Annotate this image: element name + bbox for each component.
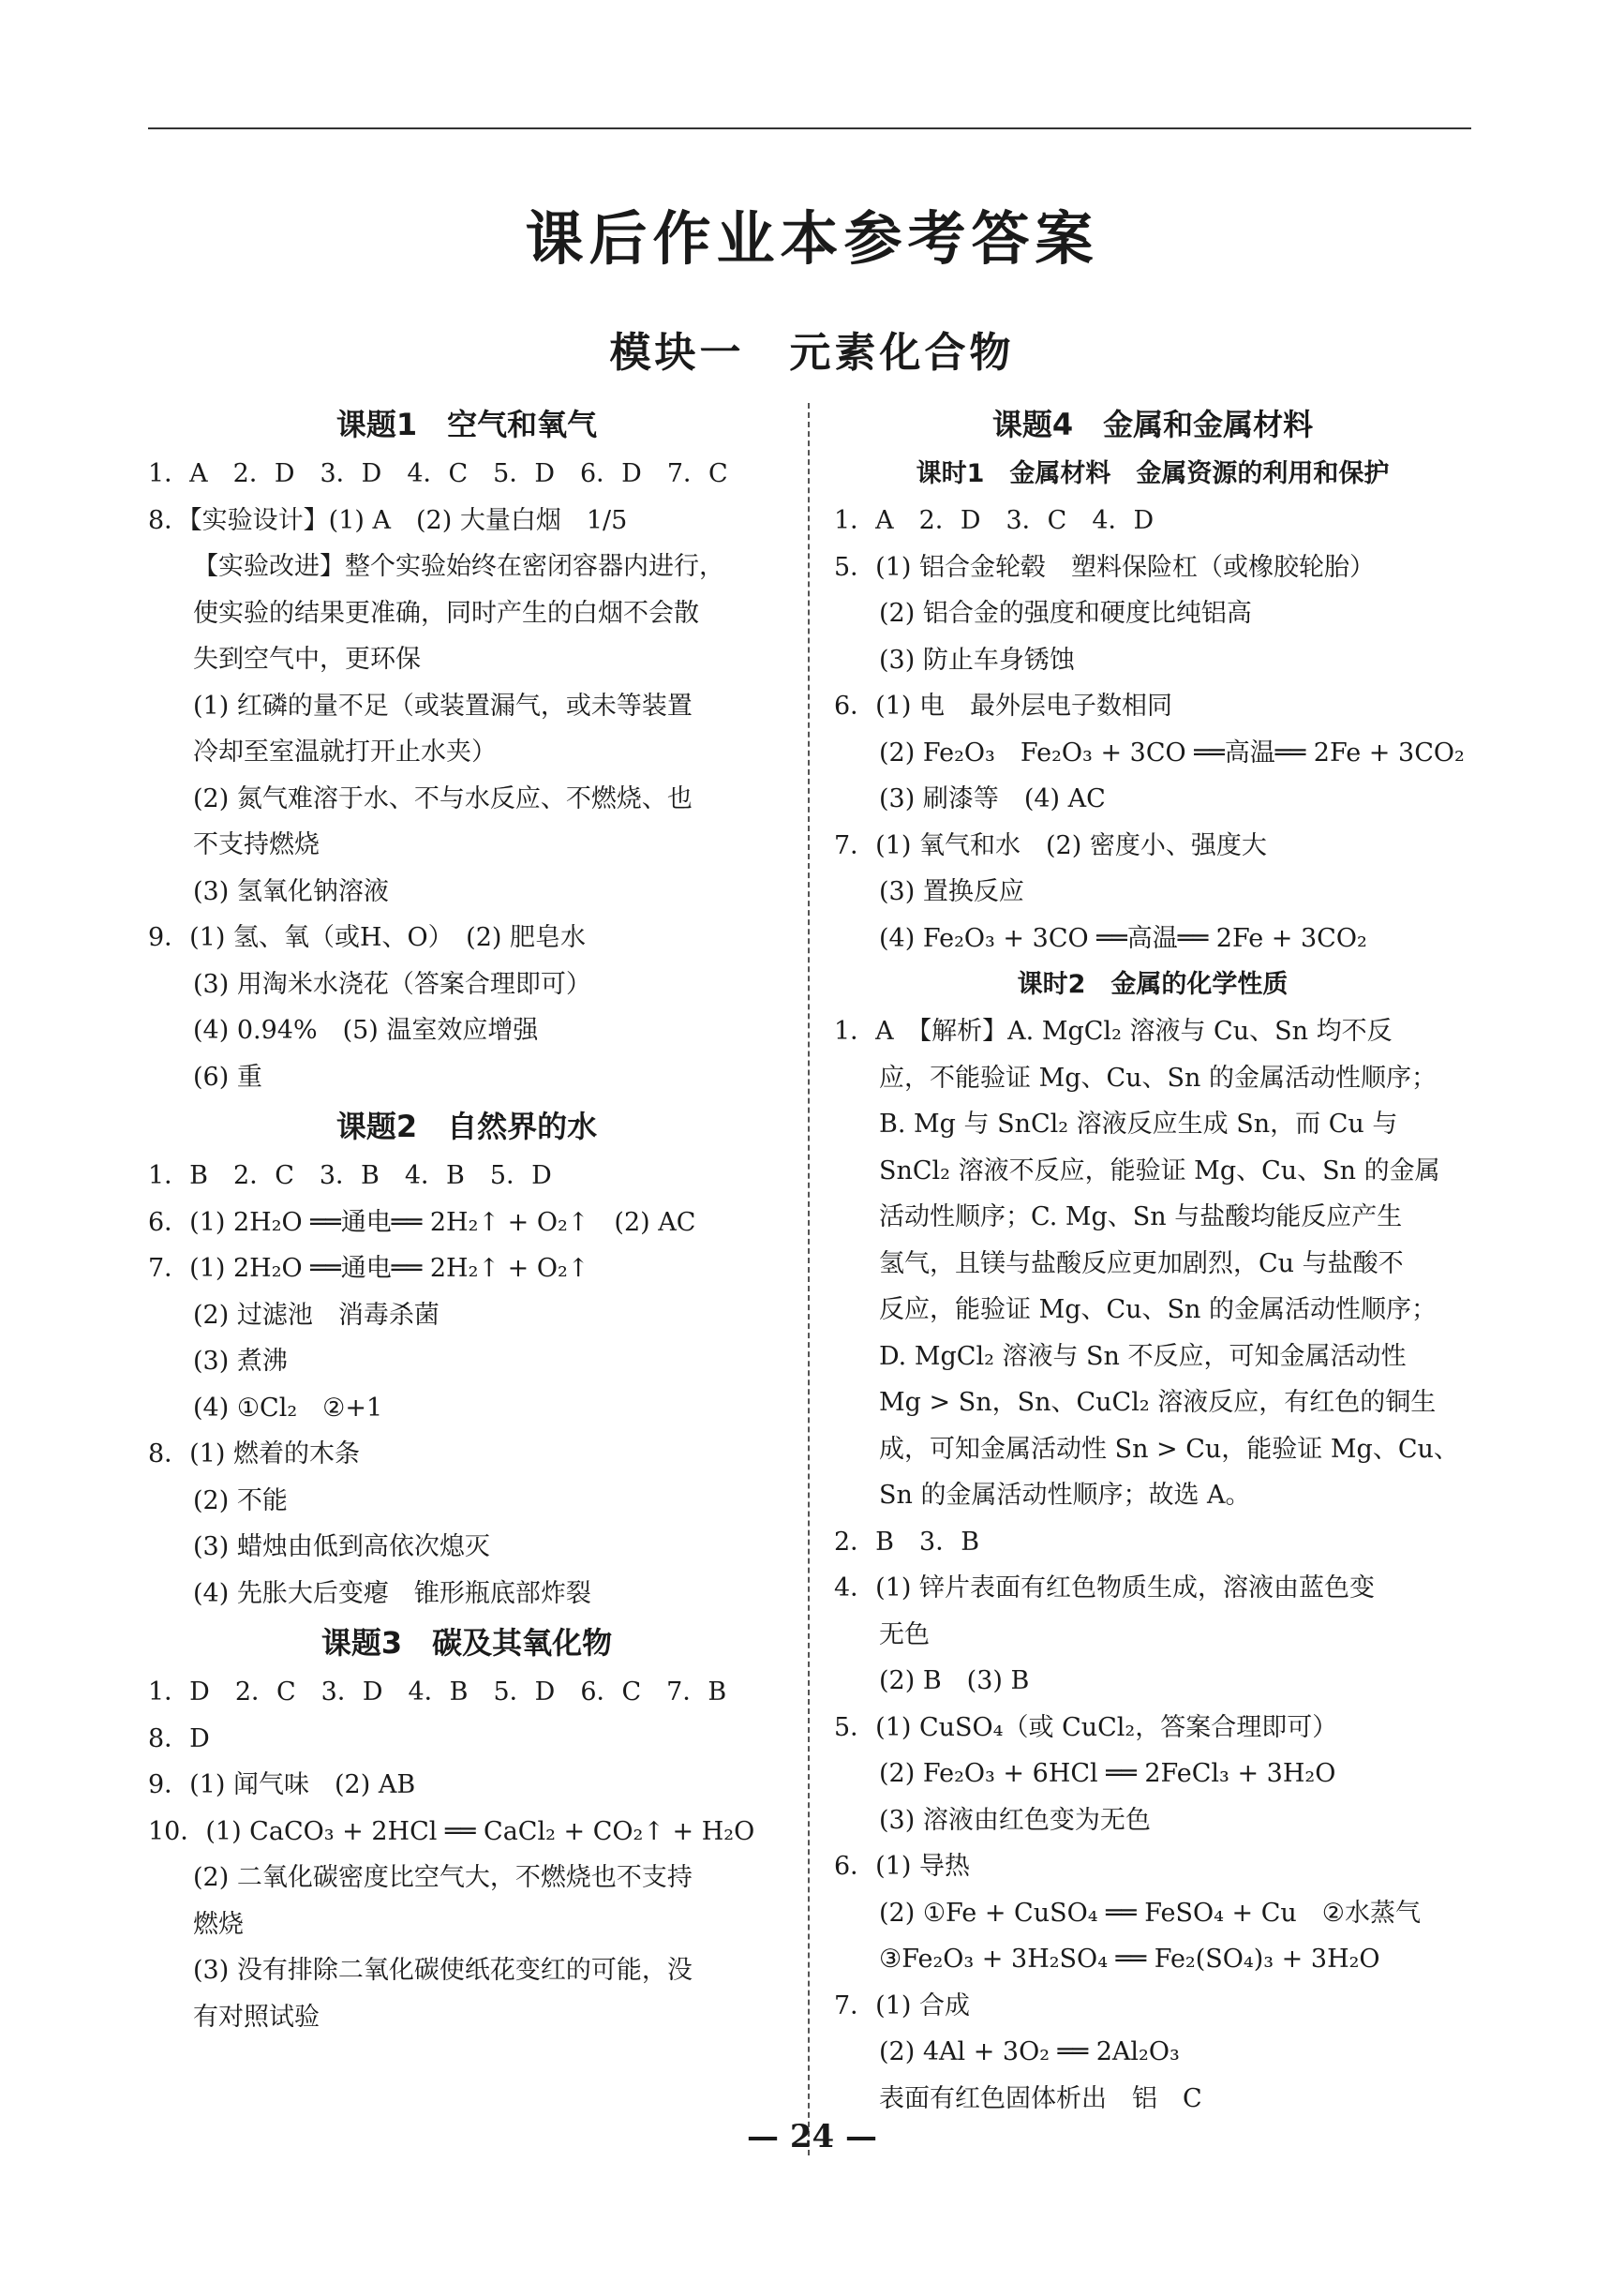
answer-line: 无色 xyxy=(879,1619,930,1649)
answer-line: (3) 没有排除二氧化碳使纸花变红的可能，没 xyxy=(193,1956,693,1985)
answer-line: Sn 的金属活动性顺序；故选 A。 xyxy=(879,1481,1251,1510)
answer-line: (4) 0.94% (5) 温室效应增强 xyxy=(193,1016,539,1045)
answer-line: 7．(1) 2H₂O ══通电══ 2H₂↑ + O₂↑ xyxy=(148,1254,589,1283)
answer-line: 使实验的结果更准确，同时产生的白烟不会散 xyxy=(193,598,699,628)
answer-line: 2．B 3．B xyxy=(834,1527,980,1557)
answer-line: (3) 蜡烛由低到高依次熄灭 xyxy=(193,1532,490,1561)
section-title-metals: 课题4 金属和金属材料 xyxy=(991,407,1314,442)
answer-line: (2) ①Fe + CuSO₄ ══ FeSO₄ + Cu ②水蒸气 xyxy=(879,1898,1421,1928)
lesson-title-metal-materials: 课时1 金属材料 金属资源的利用和保护 xyxy=(916,459,1390,488)
answer-line: (2) 二氧化碳密度比空气大，不燃烧也不支持 xyxy=(193,1863,693,1892)
section-carbon-oxides xyxy=(148,1669,785,2040)
right-column xyxy=(834,398,1471,2122)
answer-line: 9．(1) 氢、氧（或H、O） (2) 肥皂水 xyxy=(148,923,587,952)
answer-line: (2) 4Al + 3O₂ ══ 2Al₂O₃ xyxy=(879,2037,1180,2066)
left-column xyxy=(148,398,785,2040)
answer-line: 活动性顺序；C. Mg、Sn 与盐酸均能反应产生 xyxy=(879,1202,1403,1231)
answer-line: 不支持燃烧 xyxy=(193,830,320,859)
lesson-metal-chemistry xyxy=(834,1008,1471,2122)
answer-line: (2) 不能 xyxy=(193,1485,288,1515)
answer-line: 燃烧 xyxy=(193,1909,244,1939)
answer-line: 1．D 2．C 3．D 4．B 5．D 6．C 7．B xyxy=(148,1677,727,1707)
answer-line: 反应，能验证 Mg、Cu、Sn 的金属活动性顺序； xyxy=(879,1295,1438,1324)
answer-line: (3) 刷漆等 (4) AC xyxy=(879,784,1106,813)
answer-line: 8．【实验设计】(1) A (2) 大量白烟 1/5 xyxy=(148,505,628,535)
answer-line: 1．A 【解析】A. MgCl₂ 溶液与 Cu、Sn 均不反 xyxy=(834,1017,1393,1046)
answer-line: 8．D xyxy=(148,1723,210,1753)
module-title: 模块一 元素化合物 xyxy=(609,329,1015,377)
answer-line: (3) 防止车身锈蚀 xyxy=(879,645,1075,675)
answer-line: (2) Fe₂O₃ + 6HCl ══ 2FeCl₃ + 3H₂O xyxy=(879,1759,1336,1788)
answer-line: 4．(1) 锌片表面有红色物质生成，溶液由蓝色变 xyxy=(834,1573,1376,1603)
answer-line: 5．(1) CuSO₄（或 CuCl₂，答案合理即可） xyxy=(834,1712,1338,1742)
answer-line: (2) Fe₂O₃ Fe₂O₃ + 3CO ══高温══ 2Fe + 3CO₂ xyxy=(879,738,1465,768)
answer-line: 5．(1) 铝合金轮毂 塑料保险杠（或橡胶轮胎） xyxy=(834,552,1376,582)
answer-line: 7．(1) 氧气和水 (2) 密度小、强度大 xyxy=(834,830,1267,860)
answer-line: (3) 用淘米水浇花（答案合理即可） xyxy=(193,969,591,999)
section-air-oxygen xyxy=(148,451,785,1100)
answer-line: 10．(1) CaCO₃ + 2HCl ══ CaCl₂ + CO₂↑ + H₂O xyxy=(148,1816,755,1846)
answer-line: (2) 过滤池 消毒杀菌 xyxy=(193,1300,440,1330)
answer-line: (4) Fe₂O₃ + 3CO ══高温══ 2Fe + 3CO₂ xyxy=(879,923,1367,953)
answer-line: (1) 红磷的量不足（或装置漏气，或未等装置 xyxy=(193,691,693,721)
answer-line: 6．(1) 导热 xyxy=(834,1852,971,1881)
answer-line: 1．B 2．C 3．B 4．B 5．D xyxy=(148,1161,552,1190)
answer-line: 1．A 2．D 3．C 4．D xyxy=(834,506,1155,535)
section-title-carbon-oxides: 课题3 碳及其氧化物 xyxy=(320,1625,613,1661)
answer-line: 8．(1) 燃着的木条 xyxy=(148,1439,361,1469)
top-rule xyxy=(148,127,1471,129)
answer-line: 7．(1) 合成 xyxy=(834,1990,971,2020)
answer-line: 成，可知金属活动性 Sn > Cu，能验证 Mg、Cu、 xyxy=(879,1434,1459,1464)
answer-line: 【实验改进】整个实验始终在密闭容器内进行， xyxy=(193,552,724,581)
answer-line: (2) 铝合金的强度和硬度比纯铝高 xyxy=(879,599,1252,628)
answer-line: 失到空气中，更环保 xyxy=(193,645,421,674)
answer-line: (4) 先胀大后变瘪 锥形瓶底部炸裂 xyxy=(193,1578,591,1608)
answer-line: 有对照试验 xyxy=(193,2002,320,2032)
answer-line: B. Mg 与 SnCl₂ 溶液反应生成 Sn，而 Cu 与 xyxy=(879,1110,1398,1139)
section-title-air-oxygen: 课题1 空气和氧气 xyxy=(335,407,598,442)
answer-line: (3) 煮沸 xyxy=(193,1347,288,1376)
column-divider xyxy=(808,403,810,2155)
answer-line: (2) B (3) B xyxy=(879,1666,1030,1695)
page-number: — 24 — xyxy=(747,2118,877,2155)
answer-line: Mg > Sn，Sn、CuCl₂ 溶液反应，有红色的铜生 xyxy=(879,1388,1437,1417)
answer-line: 氢气，且镁与盐酸反应更加剧烈，Cu 与盐酸不 xyxy=(879,1248,1404,1278)
lesson-title-metal-chemistry: 课时2 金属的化学性质 xyxy=(1017,970,1289,999)
answer-line: (3) 溶液由红色变为无色 xyxy=(879,1805,1151,1835)
answer-line: (3) 置换反应 xyxy=(879,877,1024,906)
answer-line: 9．(1) 闻气味 (2) AB xyxy=(148,1770,416,1799)
section-natural-water xyxy=(148,1153,785,1617)
page-title: 课后作业本参考答案 xyxy=(525,204,1099,273)
lesson-metal-materials xyxy=(834,498,1471,962)
section-title-natural-water: 课题2 自然界的水 xyxy=(335,1109,598,1144)
answer-line: D. MgCl₂ 溶液与 Sn 不反应，可知金属活动性 xyxy=(879,1341,1407,1371)
answer-line: (2) 氮气难溶于水、不与水反应、不燃烧、也 xyxy=(193,783,693,813)
answer-line: (6) 重 xyxy=(193,1062,262,1092)
answer-line: 冷却至室温就打开止水夹） xyxy=(193,738,497,767)
answer-line: (3) 氢氧化钠溶液 xyxy=(193,876,389,906)
answer-line: 应，不能验证 Mg、Cu、Sn 的金属活动性顺序； xyxy=(879,1063,1438,1093)
answer-line: 表面有红色固体析出 铝 C xyxy=(879,2083,1202,2113)
answer-line: ③Fe₂O₃ + 3H₂SO₄ ══ Fe₂(SO₄)₃ + 3H₂O xyxy=(879,1945,1380,1974)
answer-line: 1．A 2．D 3．D 4．C 5．D 6．D 7．C xyxy=(148,459,728,488)
answer-line: 6．(1) 电 最外层电子数相同 xyxy=(834,692,1173,721)
answer-line: SnCl₂ 溶液不反应，能验证 Mg、Cu、Sn 的金属 xyxy=(879,1155,1440,1185)
answer-line: (4) ①Cl₂ ②+1 xyxy=(193,1393,383,1423)
answer-line: 6．(1) 2H₂O ══通电══ 2H₂↑ + O₂↑ (2) AC xyxy=(148,1207,696,1237)
